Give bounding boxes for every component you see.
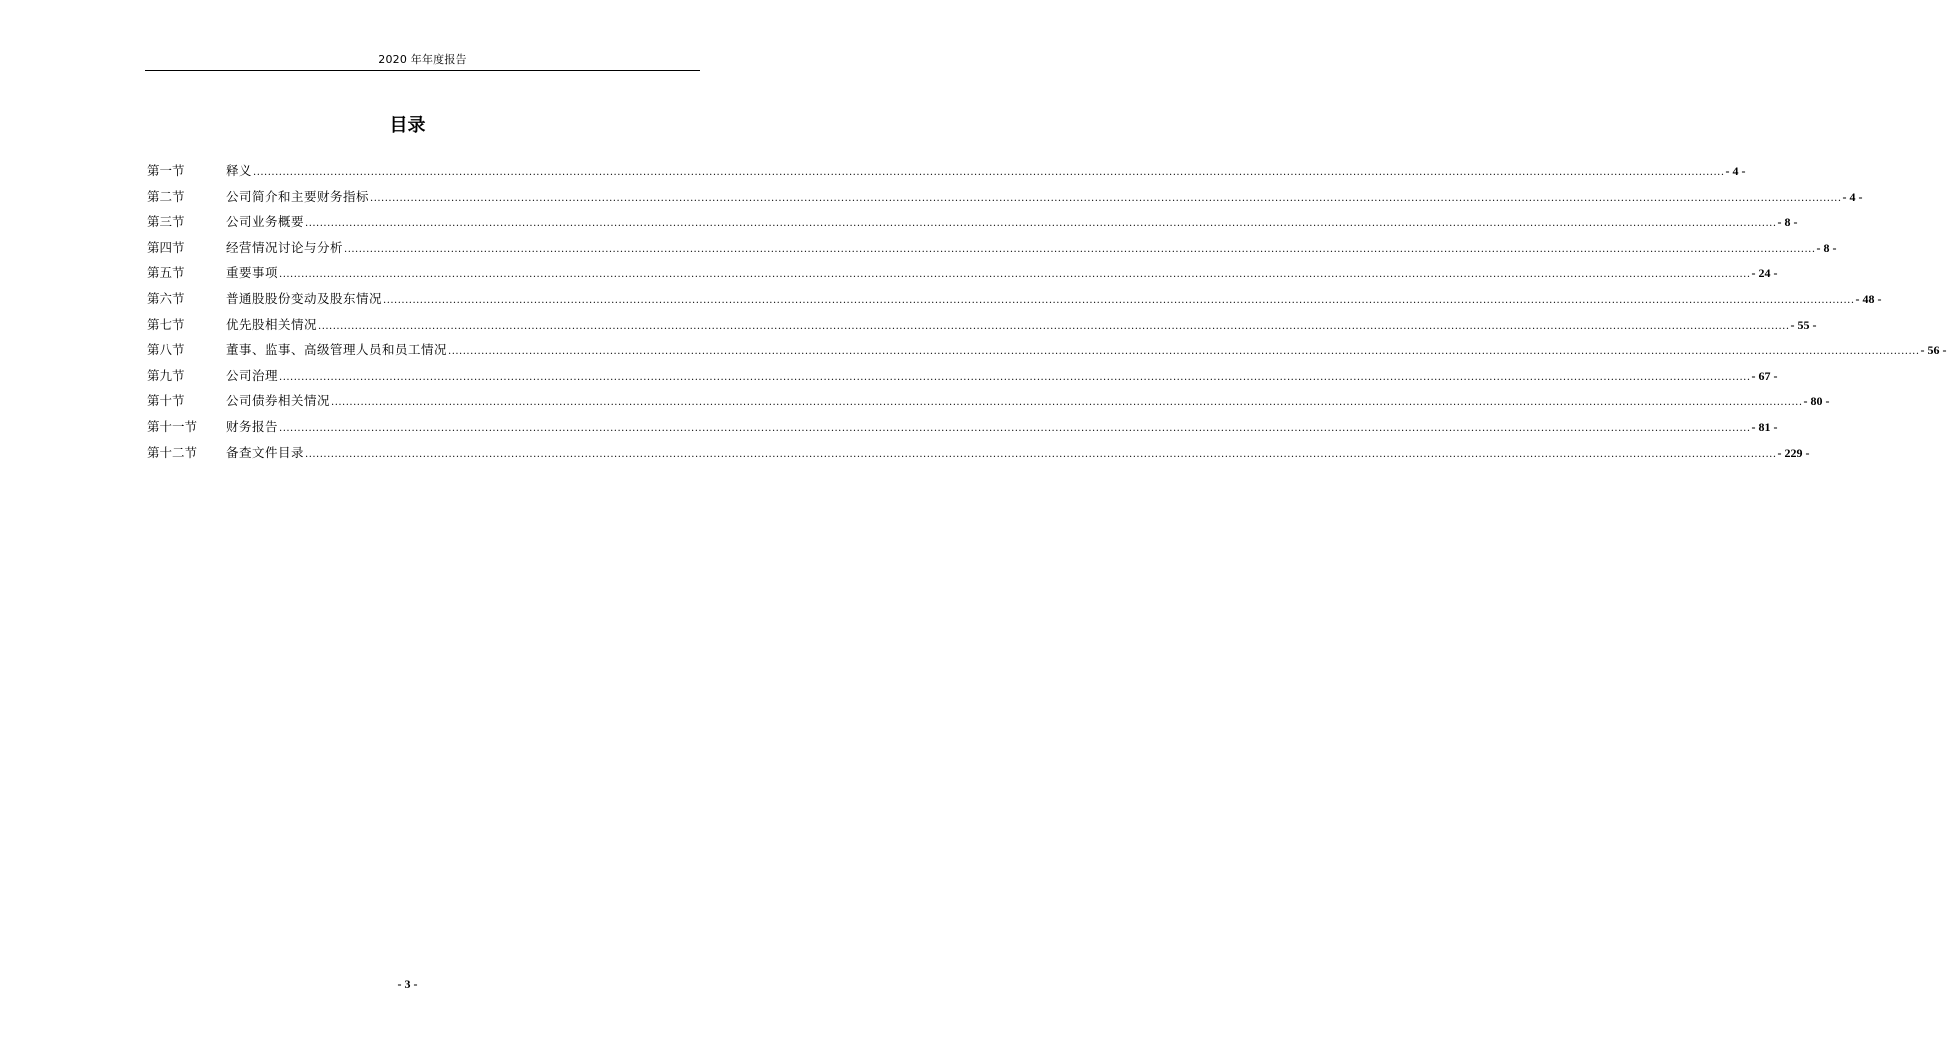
toc-section-title: 经营情况讨论与分析 xyxy=(226,239,344,255)
toc-section-title: 董事、监事、高级管理人员和员工情况 xyxy=(226,342,448,358)
toc-section-title: 公司简介和主要财务指标 xyxy=(226,188,370,204)
toc-section-title: 普通股股份变动及股东情况 xyxy=(226,290,383,306)
toc-dot-leader: ................................................................................................................................................................................................................................................................................................................................................................................................................ xyxy=(344,243,1816,255)
toc-page-number: - 4 - xyxy=(1725,164,1746,178)
toc-entry[interactable] xyxy=(147,184,1863,210)
toc-entry[interactable] xyxy=(147,414,1778,440)
toc-dot-leader: ................................................................................................................................................................................................................................................................................................................................................................................................................ xyxy=(331,397,1803,409)
page-header xyxy=(145,50,700,71)
toc-list xyxy=(147,158,1947,465)
toc-dot-leader: ................................................................................................................................................................................................................................................................................................................................................................................................................ xyxy=(370,192,1842,204)
toc-section-label: 第三节 xyxy=(147,214,185,230)
toc-dot-leader: ................................................................................................................................................................................................................................................................................................................................................................................................................ xyxy=(448,346,1920,358)
toc-dot-leader: ................................................................................................................................................................................................................................................................................................................................................................................................................ xyxy=(279,371,1751,383)
toc-entry[interactable] xyxy=(147,312,1817,338)
header-title: 2020 年年度报告 xyxy=(378,53,467,66)
toc-section-title: 释义 xyxy=(226,163,253,178)
toc-section-label: 第七节 xyxy=(147,316,185,332)
toc-page-number: - 48 - xyxy=(1855,291,1882,306)
toc-section-title: 公司债券相关情况 xyxy=(226,393,331,409)
toc-dot-leader: ................................................................................................................................................................................................................................................................................................................................................................................................................ xyxy=(305,218,1777,230)
toc-entry[interactable] xyxy=(147,388,1830,414)
toc-entry[interactable] xyxy=(147,209,1798,235)
toc-page-number: - 4 - xyxy=(1842,189,1863,204)
toc-page-number: - 24 - xyxy=(1751,266,1778,281)
toc-page-number: - 229 - xyxy=(1777,445,1810,460)
toc-section-label: 第五节 xyxy=(147,265,185,281)
toc-section-title: 公司业务概要 xyxy=(226,214,305,230)
toc-entry[interactable] xyxy=(147,235,1837,261)
toc-page-number: - 80 - xyxy=(1803,394,1830,409)
toc-entry[interactable] xyxy=(147,337,1947,363)
toc-title: 目录 xyxy=(389,115,426,136)
toc-entry[interactable] xyxy=(147,260,1778,286)
toc-section-label: 第十二节 xyxy=(147,444,198,460)
toc-section-label: 第二节 xyxy=(147,188,185,204)
toc-page-number: - 8 - xyxy=(1777,215,1798,230)
toc-section-label: 第十节 xyxy=(147,393,185,409)
toc-page-number: - 67 - xyxy=(1751,368,1778,383)
toc-section-label: 第十一节 xyxy=(147,418,198,434)
toc-section-title: 备查文件目录 xyxy=(226,444,305,460)
toc-dot-leader: ................................................................................................................................................................................................................................................................................................................................................................................................................ xyxy=(383,294,1855,306)
page-number: - 3 - xyxy=(397,977,418,991)
toc-dot-leader: ................................................................................................................................................................................................................................................................................................................................................................................................................ xyxy=(318,320,1790,332)
toc-entry[interactable] xyxy=(147,286,1882,312)
toc-page-number: - 8 - xyxy=(1816,240,1837,255)
toc-entry[interactable] xyxy=(147,363,1778,389)
toc-page-number: - 56 - xyxy=(1920,343,1947,358)
toc-section-label: 第九节 xyxy=(147,367,185,383)
toc-section-label: 第八节 xyxy=(147,342,185,358)
toc-dot-leader: ................................................................................................................................................................................................................................................................................................................................................................................................................ xyxy=(279,269,1751,281)
toc-dot-leader: ................................................................................................................................................................................................................................................................................................................................................................................................................ xyxy=(279,422,1751,434)
toc-page-number: - 81 - xyxy=(1751,419,1778,434)
toc-section-title: 优先股相关情况 xyxy=(226,316,318,332)
toc-dot-leader: ................................................................................................................................................................................................................................................................................................................................................................................................................ xyxy=(305,448,1777,460)
toc-section-label: 第六节 xyxy=(147,290,185,306)
toc-entry[interactable] xyxy=(147,440,1810,466)
toc-page-number: - 55 - xyxy=(1790,317,1817,332)
toc-dot-leader: ................................................................................................................................................................................................................................................................................................................................................................................................................ xyxy=(253,167,1725,178)
toc-section-title: 财务报告 xyxy=(226,418,279,434)
toc-section-title: 公司治理 xyxy=(226,367,279,383)
toc-entry[interactable] xyxy=(147,158,1746,184)
toc-section-label: 第一节 xyxy=(147,163,185,178)
toc-section-title: 重要事项 xyxy=(226,265,279,281)
toc-section-label: 第四节 xyxy=(147,239,185,255)
